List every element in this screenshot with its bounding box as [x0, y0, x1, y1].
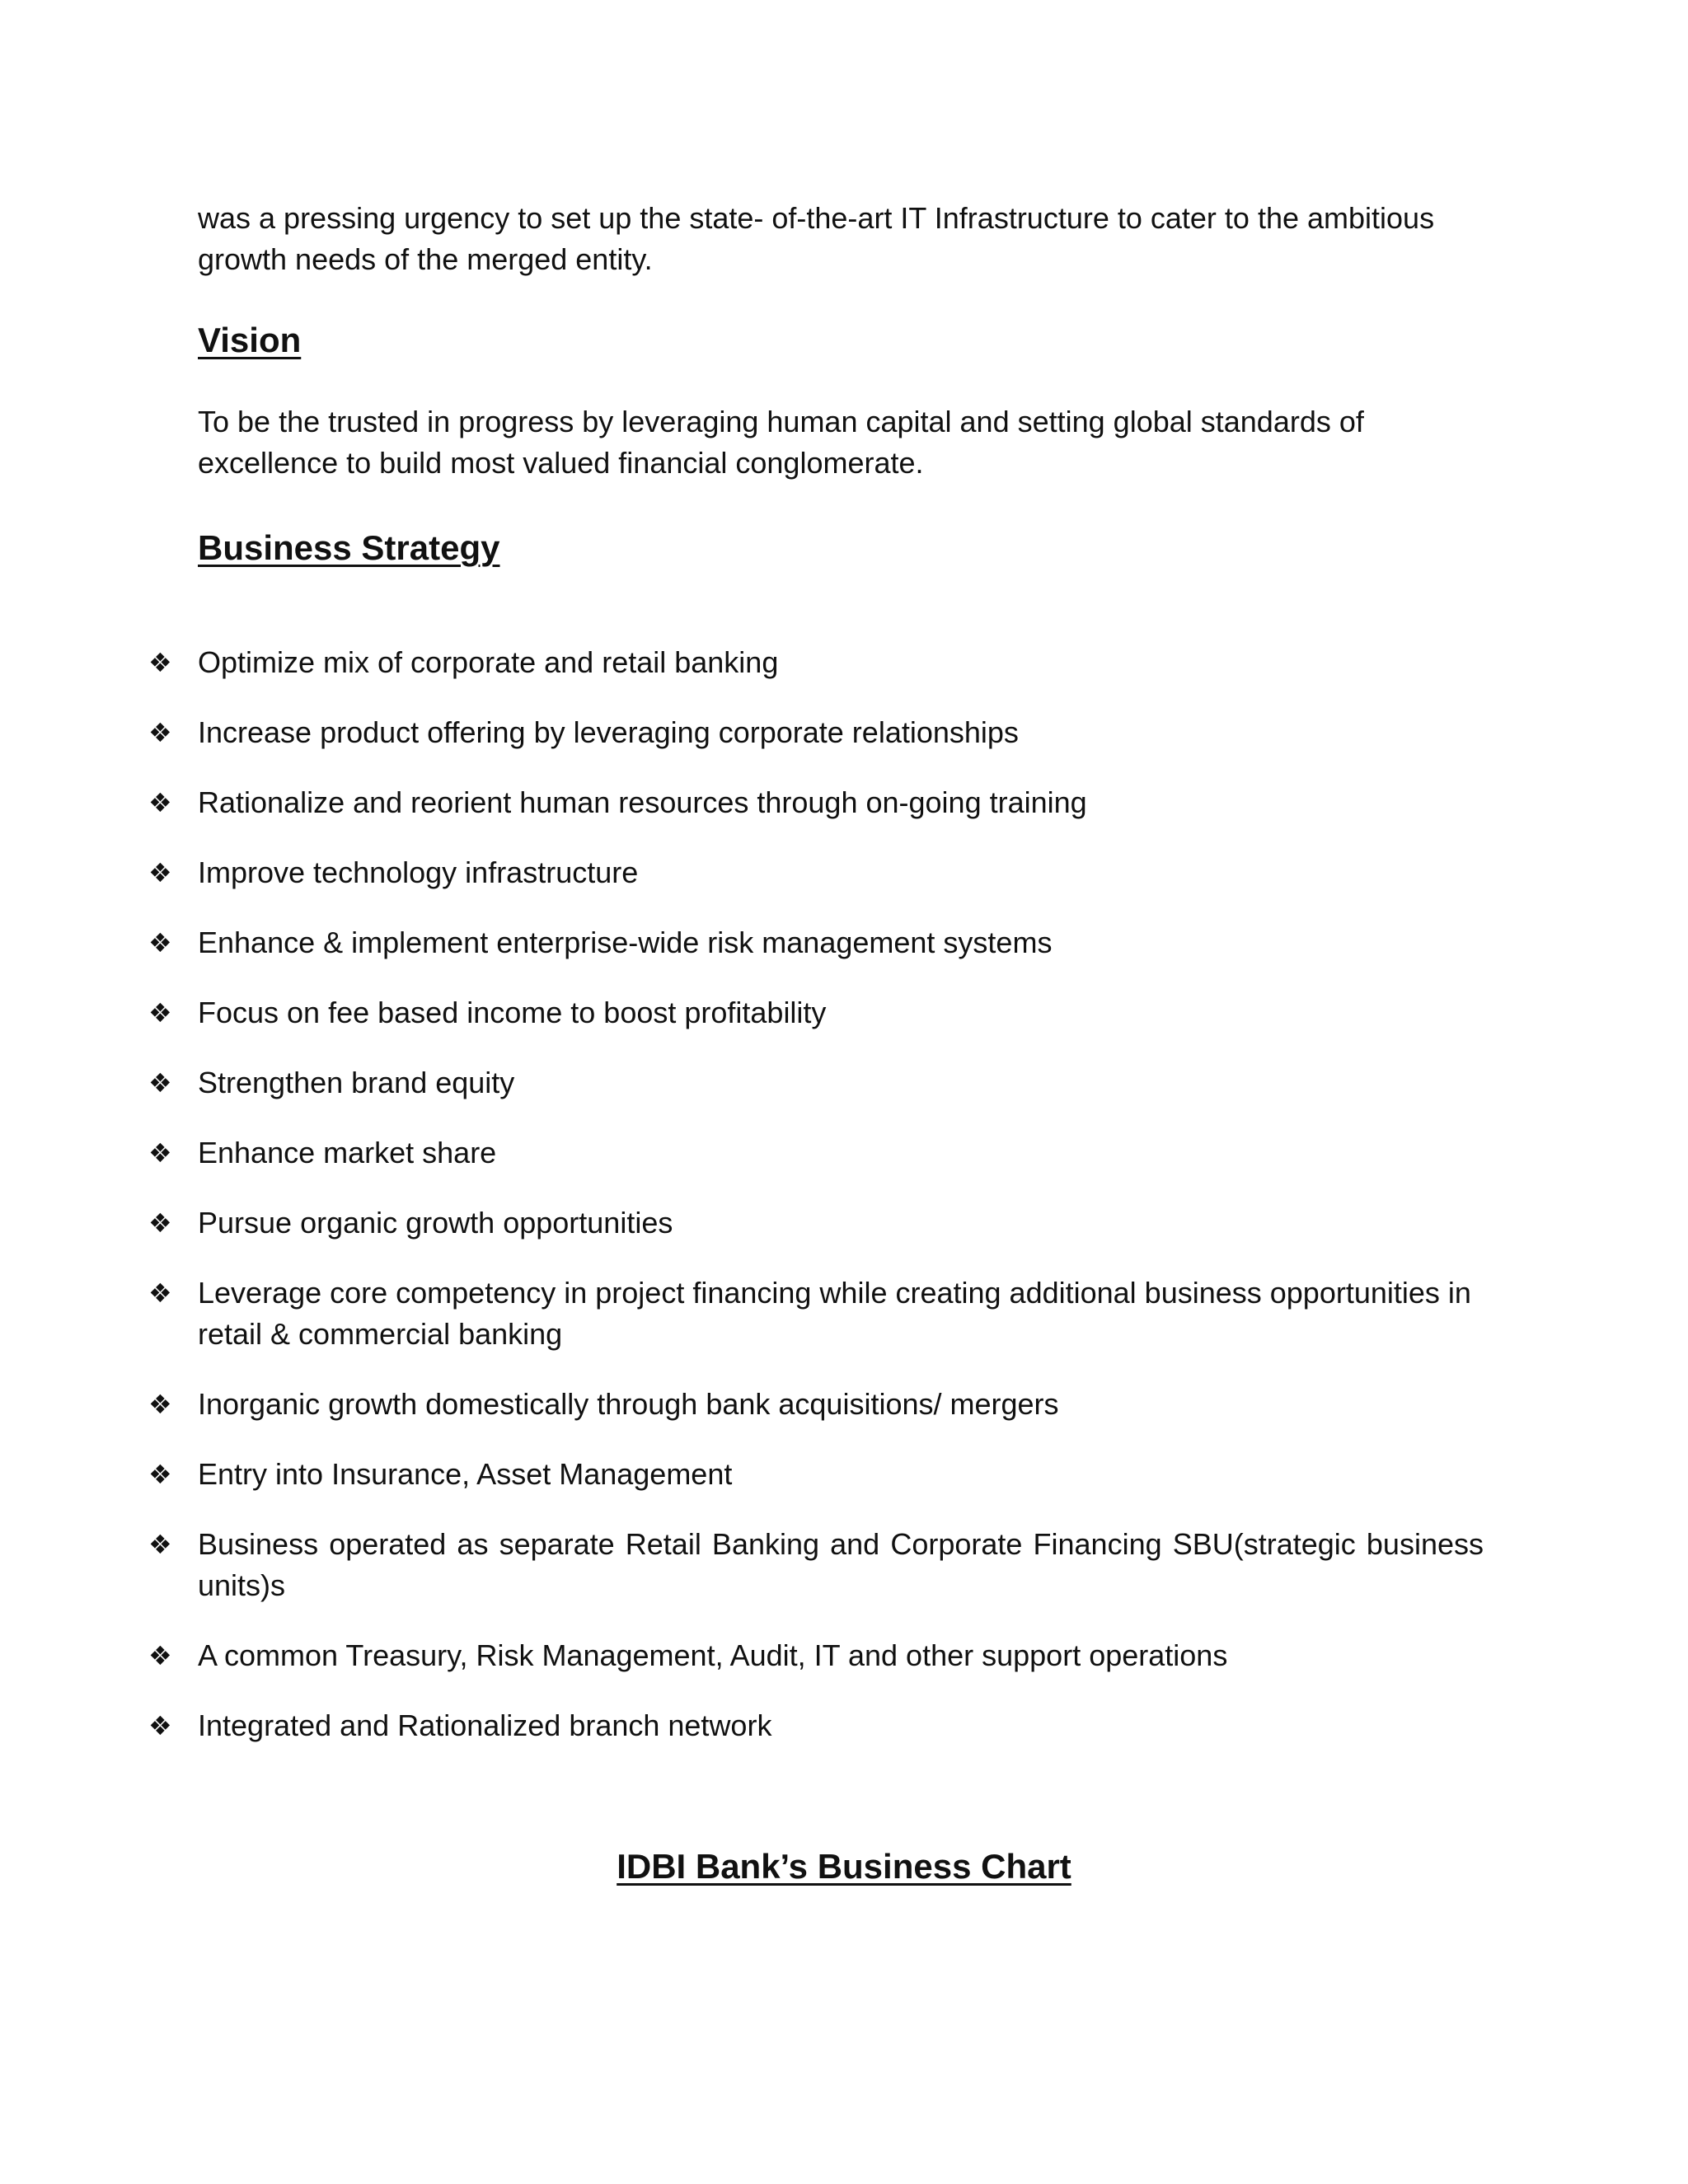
diamond-bullet-icon: ❖ [148, 857, 172, 888]
list-item-text: Pursue organic growth opportunities [198, 1206, 673, 1240]
diamond-bullet-icon: ❖ [148, 717, 172, 748]
list-item-text: Rationalize and reorient human resources through on-going training [198, 785, 1087, 819]
diamond-bullet-icon: ❖ [148, 1459, 172, 1490]
diamond-bullet-icon: ❖ [148, 1529, 172, 1560]
list-item [148, 1272, 1484, 1355]
list-item [148, 712, 1484, 753]
list-item [148, 1524, 1484, 1606]
list-item-text: Increase product offering by leveraging corporate relationships [198, 715, 1019, 749]
list-item-text: Focus on fee based income to boost profitability [198, 996, 827, 1029]
list-item [148, 1062, 1484, 1104]
list-item [148, 782, 1484, 823]
list-item [148, 1132, 1484, 1174]
list-item [148, 642, 1484, 683]
diamond-bullet-icon: ❖ [148, 997, 172, 1029]
diamond-bullet-icon: ❖ [148, 1640, 172, 1671]
intro-paragraph: was a pressing urgency to set up the state- of-the-art IT Infrastructure to cater to the ambitious growth needs of the merged entity. [198, 201, 1435, 276]
list-item-text: A common Treasury, Risk Management, Audit, IT and other support operations [198, 1638, 1228, 1672]
diamond-bullet-icon: ❖ [148, 1067, 172, 1099]
diamond-bullet-icon: ❖ [148, 1710, 172, 1741]
list-item-text: Optimize mix of corporate and retail banking [198, 645, 779, 679]
diamond-bullet-icon: ❖ [148, 787, 172, 818]
business-chart-heading: IDBI Bank’s Business Chart [617, 1847, 1071, 1886]
list-item-text: Improve technology infrastructure [198, 855, 639, 889]
list-item [148, 1202, 1484, 1244]
diamond-bullet-icon: ❖ [148, 927, 172, 958]
list-item [148, 1384, 1484, 1425]
list-item [148, 1705, 1484, 1746]
list-item-text: Business operated as separate Retail Banking and Corporate Financing SBU(strategic business units)s [198, 1527, 1484, 1602]
vision-paragraph: To be the trusted in progress by leveraging human capital and setting global standards of excellence to build most valued financial conglomerate. [198, 405, 1364, 480]
list-item [148, 1454, 1484, 1495]
list-item [148, 922, 1484, 963]
list-item-text: Integrated and Rationalized branch network [198, 1708, 772, 1742]
diamond-bullet-icon: ❖ [148, 1277, 172, 1309]
vision-heading: Vision [198, 321, 302, 359]
list-item [148, 1635, 1484, 1676]
list-item-text: Leverage core competency in project financing while creating additional business opportunities in retail & commercial banking [198, 1276, 1471, 1351]
list-item [148, 852, 1484, 893]
list-item-text: Enhance market share [198, 1136, 497, 1169]
list-item-text: Enhance & implement enterprise-wide risk management systems [198, 926, 1053, 959]
diamond-bullet-icon: ❖ [148, 1207, 172, 1239]
business-strategy-heading: Business Strategy [198, 528, 500, 567]
list-item-text: Strengthen brand equity [198, 1066, 515, 1099]
diamond-bullet-icon: ❖ [148, 647, 172, 678]
list-item-text: Entry into Insurance, Asset Management [198, 1457, 733, 1491]
list-item-text: Inorganic growth domestically through bank acquisitions/ mergers [198, 1387, 1059, 1421]
diamond-bullet-icon: ❖ [148, 1137, 172, 1169]
list-item [148, 992, 1484, 1033]
business-strategy-list [148, 642, 1484, 1775]
diamond-bullet-icon: ❖ [148, 1389, 172, 1420]
